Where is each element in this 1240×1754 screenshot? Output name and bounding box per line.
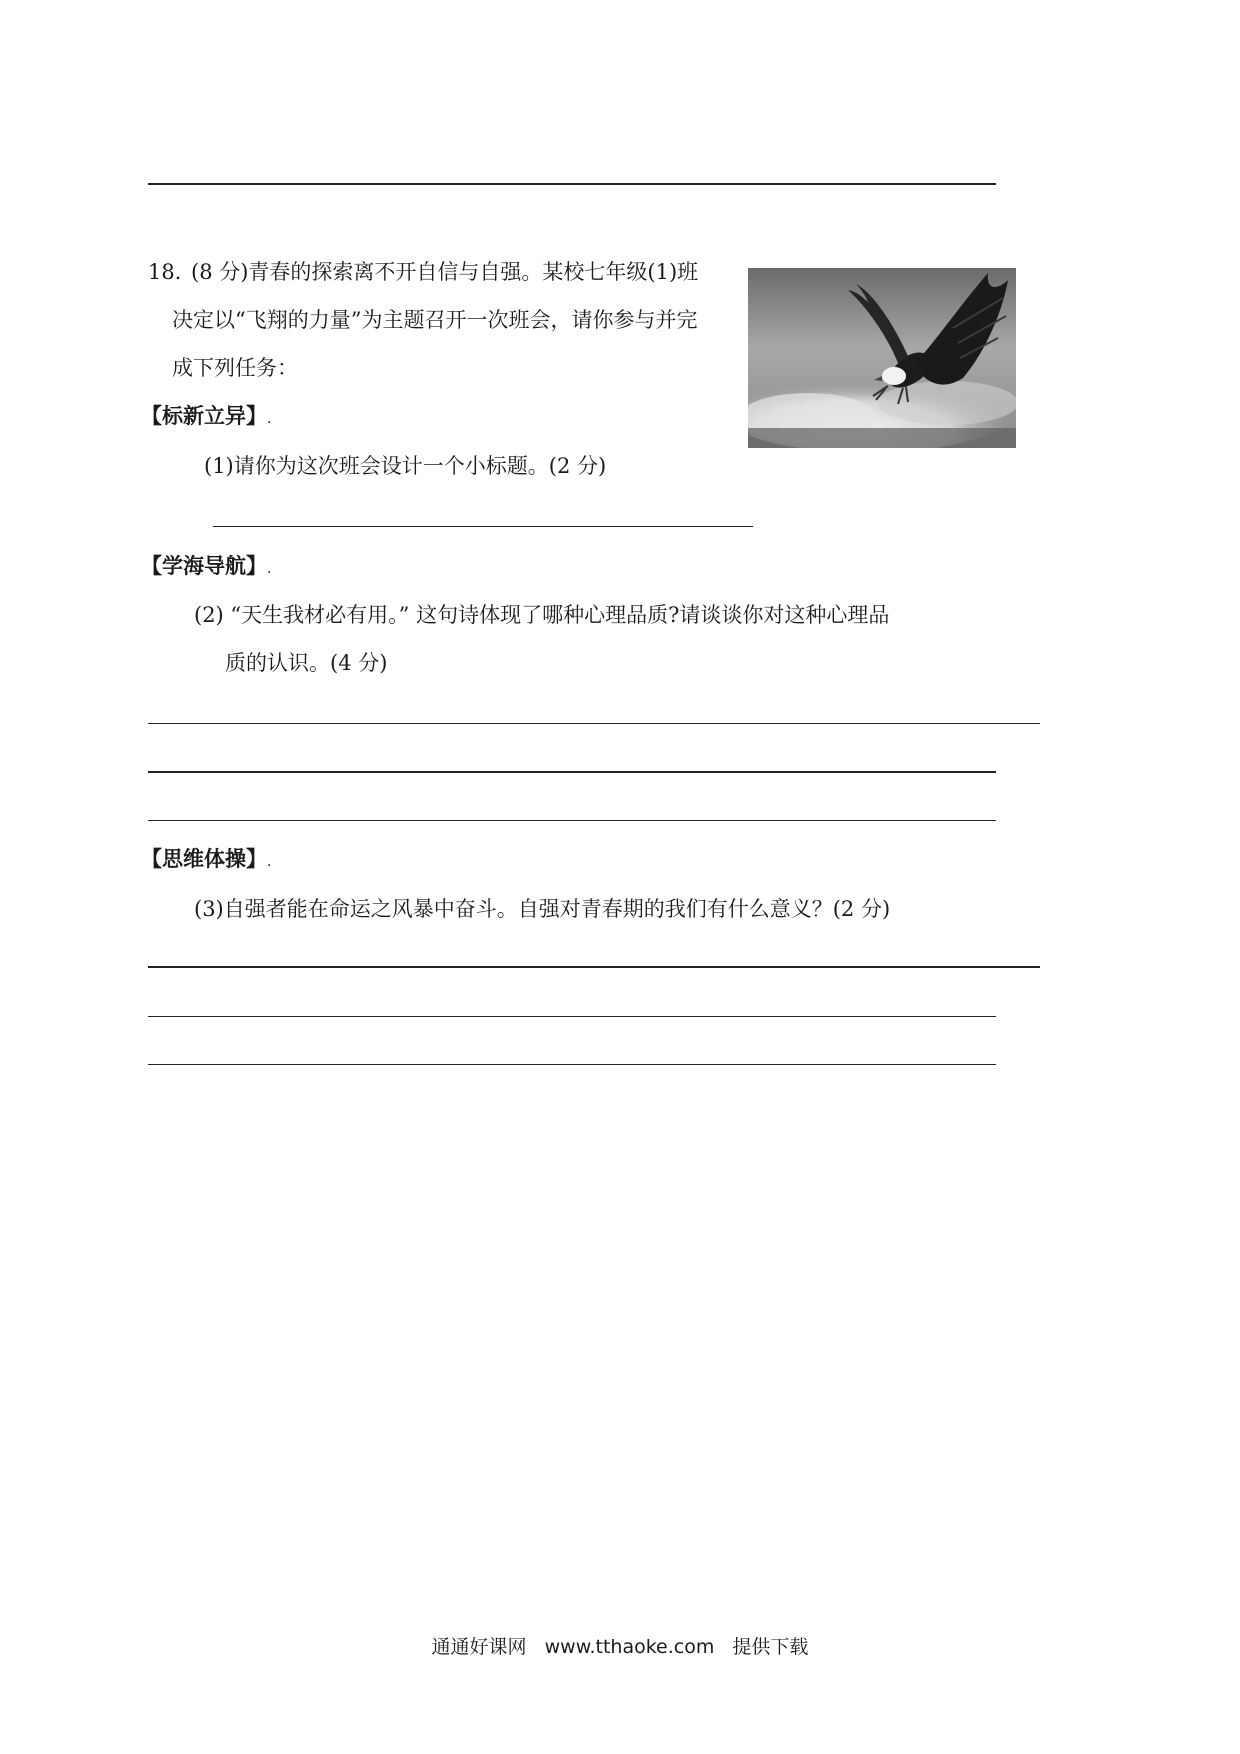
answer-line[interactable] [148, 1016, 996, 1017]
question-text: 质的认识。(4 分) [225, 651, 388, 675]
footer-note: 提供下载 [732, 1636, 809, 1658]
answer-line[interactable] [148, 723, 1040, 724]
section-header: 【学海导航】. [141, 554, 272, 578]
question-intro-line-1: (8 分)青春的探索离不开自信与自强。某校七年级(1)班 [191, 260, 699, 284]
answer-line[interactable] [148, 1064, 996, 1065]
question-text: (3)自强者能在命运之风暴中奋斗。自强对青春期的我们有什么意义？(2 分) [194, 897, 891, 921]
footer-url[interactable]: www.tthaoke.com [544, 1636, 715, 1658]
question-text: (1)请你为这次班会设计一个小标题。(2 分) [204, 454, 607, 478]
answer-line[interactable] [213, 526, 753, 527]
section-header: 【思维体操】. [141, 847, 272, 871]
footer-site-name: 通通好课网 [431, 1636, 527, 1658]
answer-line[interactable] [148, 820, 996, 821]
section-header: 【标新立异】. [141, 404, 272, 428]
question-number: 18． [148, 260, 196, 284]
answer-line[interactable] [148, 771, 996, 773]
question-intro-line-2: 决定以“飞翔的力量”为主题召开一次班会，请你参与并完 [172, 308, 698, 332]
answer-line [148, 183, 996, 185]
question-text: (2) “天生我材必有用。” 这句诗体现了哪种心理品质?请谈谈你对这种心理品 [194, 603, 890, 627]
eagle-photo-icon [748, 268, 1016, 448]
footer [0, 1632, 1240, 1659]
answer-line[interactable] [148, 966, 1040, 968]
question-intro-line-3: 成下列任务： [172, 356, 298, 380]
